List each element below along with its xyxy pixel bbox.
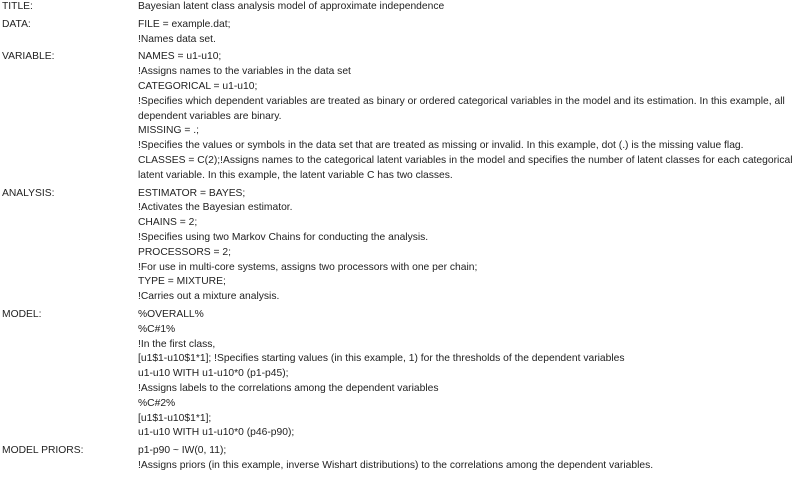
syntax-line: !Activates the Bayesian estimator. — [138, 202, 293, 214]
syntax-line: MISSING = .; — [138, 125, 199, 137]
syntax-line: !Assigns names to the variables in the data set — [138, 66, 351, 78]
syntax-line: !Assigns labels to the correlations among the dependent variables — [138, 382, 439, 394]
syntax-line: [u1$1-u10$1*1]; !Specifies starting values (in this example, 1) for the thresholds of the dependent variables — [138, 353, 625, 365]
section-content — [138, 308, 798, 441]
syntax-line: !Carries out a mixture analysis. — [138, 291, 280, 303]
section-label: ANALYSIS: — [2, 187, 55, 199]
section-content — [138, 0, 798, 15]
syntax-line: !Specifies using two Markov Chains for conducting the analysis. — [138, 231, 429, 243]
syntax-line: u1-u10 WITH u1-u10*0 (p46-p90); — [138, 427, 295, 439]
section-content — [138, 18, 798, 48]
section-label: DATA: — [2, 18, 31, 30]
syntax-line: %C#1% — [138, 323, 176, 335]
section-content — [138, 187, 798, 305]
syntax-line: !In the first class, — [138, 338, 216, 350]
syntax-line: %C#2% — [138, 397, 176, 409]
syntax-line: !Names data set. — [138, 33, 216, 45]
syntax-line: CHAINS = 2; — [138, 217, 198, 229]
section-data — [0, 18, 800, 48]
syntax-line: %OVERALL% — [138, 308, 204, 320]
syntax-line: FILE = example.dat; — [138, 18, 231, 30]
section-model-priors — [0, 444, 800, 474]
syntax-line: CATEGORICAL = u1-u10; — [138, 80, 258, 92]
syntax-line: p1-p90 ~ IW(0, 11); — [138, 445, 227, 457]
syntax-line: TYPE = MIXTURE; — [138, 276, 226, 288]
syntax-line: CLASSES = C(2);!Assigns names to the categorical latent variables in the model and specifies the number of latent classes for each categorical latent variable. In this example, the latent variable C has two classes. — [138, 154, 793, 181]
syntax-line: PROCESSORS = 2; — [138, 246, 231, 258]
section-label: VARIABLE: — [2, 51, 55, 63]
syntax-line: u1-u10 WITH u1-u10*0 (p1-p45); — [138, 368, 289, 380]
section-content — [138, 50, 798, 183]
section-variable — [0, 50, 800, 183]
syntax-line: [u1$1-u10$1*1]; — [138, 412, 212, 424]
section-content — [138, 444, 798, 474]
section-title — [0, 0, 800, 15]
syntax-line: NAMES = u1-u10; — [138, 51, 222, 63]
syntax-line: !Specifies which dependent variables are treated as binary or ordered categorical variables in the model and its estimation. In this example, all dependent variables are binary. — [138, 95, 785, 122]
syntax-line: !Assigns priors (in this example, inverse Wishart distributions) to the correlations among the dependent variables. — [138, 459, 654, 471]
syntax-line: ESTIMATOR = BAYES; — [138, 187, 246, 199]
section-analysis — [0, 187, 800, 305]
syntax-line: !For use in multi-core systems, assigns two processors with one per chain; — [138, 261, 478, 273]
section-label: TITLE: — [2, 1, 33, 12]
syntax-line: Bayesian latent class analysis model of approximate independence — [138, 1, 445, 12]
section-label: MODEL PRIORS: — [2, 445, 84, 457]
section-label: MODEL: — [2, 308, 42, 320]
syntax-line: !Specifies the values or symbols in the data set that are treated as missing or invalid. In this example, dot (.) is the missing value flag. — [138, 140, 744, 152]
section-model — [0, 308, 800, 441]
